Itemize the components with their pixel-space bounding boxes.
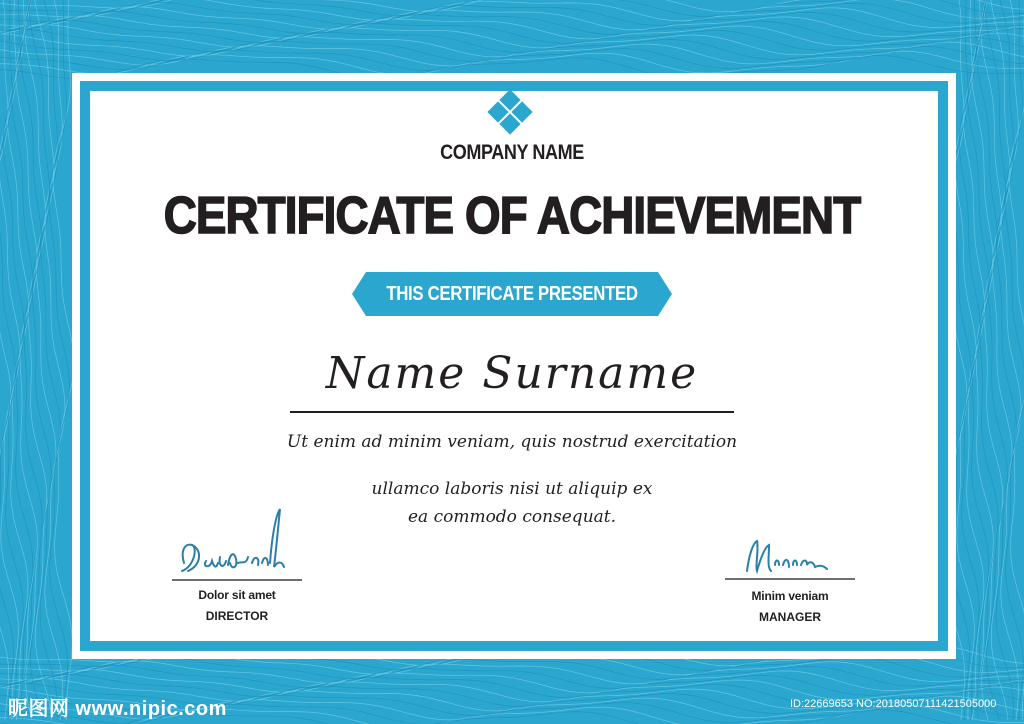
director-role: DIRECTOR [205,609,269,623]
manager-signature-line [725,578,855,580]
director-signature [172,505,292,580]
director-signature-line [172,579,302,581]
manager-role: MANAGER [759,610,821,624]
certificate-title: CERTIFICATE OF ACHIEVEMENT [163,187,861,245]
manager-name: Minim veniam [751,589,829,603]
body-line-3: ea commodo consequat. [407,507,617,527]
recipient-name: Name Surname [325,348,699,399]
diamond-grid-icon [486,88,534,136]
director-name: Dolor sit amet [198,588,276,602]
company-name: COMPANY NAME [440,141,584,164]
name-underline [290,411,734,413]
body-line-2: ullamco laboris nisi ut aliquip ex [371,479,653,499]
watermark-id: ID:22669653 NO:20180507111421505000 [790,698,997,710]
manager-signature [735,535,835,580]
watermark-site: 昵图网 www.nipic.com [8,698,227,720]
body-line-1: Ut enim ad minim veniam, quis nostrud exercitation [286,432,738,452]
presented-to-label: THIS CERTIFICATE PRESENTED TO [386,283,638,349]
